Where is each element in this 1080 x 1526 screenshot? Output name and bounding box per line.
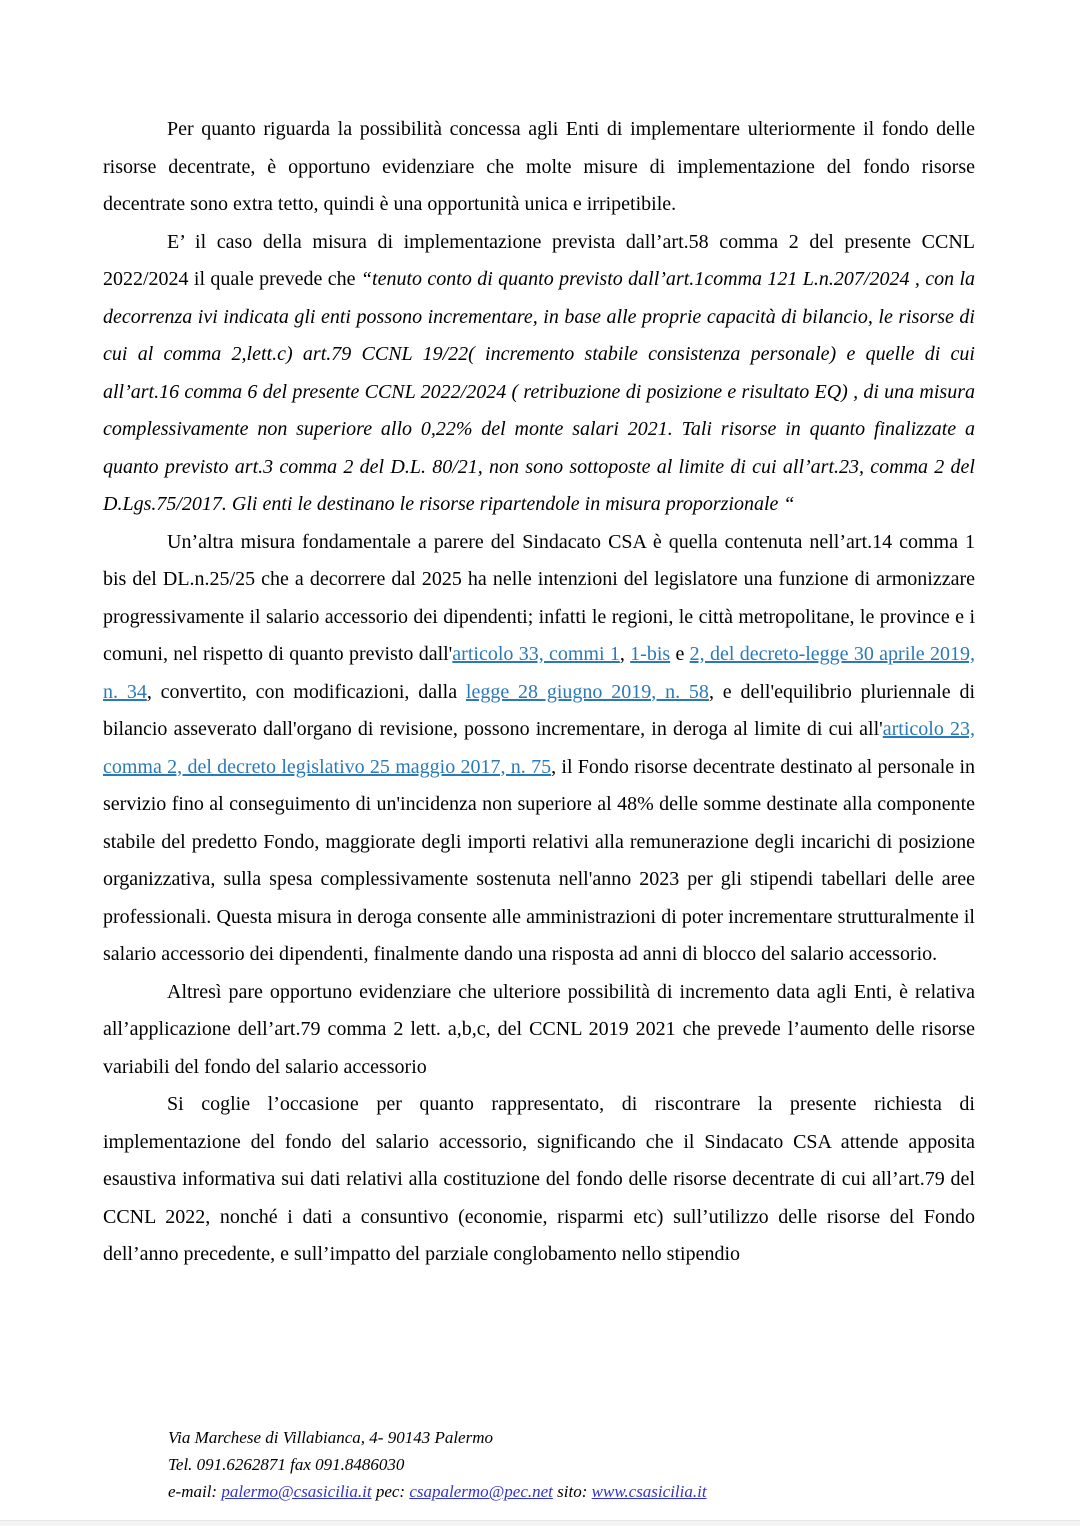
paragraph-art58-quote [103,224,975,524]
page-bottom-edge [0,1520,1080,1526]
paragraph-art14-run-5: , e dell'equilibrio pluriennale di bilancio asseverato dall'organo di revisione, possono incrementare, in deroga al limite di cui all' [103,680,976,740]
footer-email-link[interactable]: palermo@csasicilia.it [221,1482,372,1501]
paragraph-possibilita-enti-text: Per quanto riguarda la possibilità concessa agli Enti di implementare ulteriormente il fondo delle risorse decentrate, è opportuno evidenziare che molte misure di implementazione del fondo risorse decentrate sono extra tetto, quindi è una opportunità unica e irripetibile. [103,118,975,215]
link-legge-28-giugno-2019-n58[interactable]: legge 28 giugno 2019, n. 58 [465,680,709,703]
paragraph-art14-run-3: e [670,643,690,665]
footer-pec-link[interactable]: csapalermo@pec.net [409,1482,553,1501]
paragraph-possibilita-enti [103,111,975,224]
paragraph-art14-dl25 [103,524,975,974]
paragraph-altresi-art79 [103,974,975,1087]
footer-site-label: sito: [552,1482,592,1501]
paragraph-altresi-art79-text: Altresì pare opportuno evidenziare che ulteriore possibilità di incremento data agli Enti, è relativa all’applicazione dell’art.79 comma 2 lett. a,b,c, del CCNL 2019 2021 che prevede l’aumento delle risorse variabili del fondo del salario accessorio [103,980,975,1078]
link-articolo-33-commi-1[interactable]: articolo 33, commi 1 [452,643,620,665]
paragraph-art58-intro: E’ il caso della misura di implementazione prevista dall’art.58 comma 2 del presente CCNL 2022/2024 il quale prevede che [103,230,975,290]
paragraph-art14-run-1: Un’altra misura fondamentale a parere del Sindacato CSA è quella contenuta nell’art.14 comma 1 bis del DL.n.25/25 che a decorrere dal 2025 ha nelle intenzioni del legislatore una funzione di armonizzare progressivamente il salario accessorio dei dipendenti; infatti le regioni, le città metropolitane, le province e i comuni, nel rispetto di quanto previsto dall' [103,530,975,665]
footer-pec-label: pec: [371,1482,410,1501]
footer-contacts-line [168,1478,707,1505]
paragraph-art58-quoted-clause: “tenuto conto di quanto previsto dall’art.1comma 121 L.n.207/2024 , con la decorrenza ivi indicata gli enti possono incrementare, in base alle proprie capacità di bilancio, le risorse di cui al comma 2,lett.c) art.79 CCNL 19/22( incremento stabile consistenza personale) e quelle di cui all’art.16 comma 6 del presente CCNL 2022/2024 ( retribuzione di posizione e risultato EQ) , di una misura complessivamente non superiore allo 0,22% del monte salari 2021. Tali risorse in quanto finalizzate a quanto previsto art.3 comma 2 del D.L. 80/21, non sono sottoposte al limite di cui all’art.23, comma 2 del D.Lgs.75/2017. Gli enti le destinano le risorse ripartendole in misura proporzionale “ [103,268,975,515]
link-decreto-legge-30-aprile-2019-n34[interactable]: 2, del decreto-legge 30 aprile 2019, n. 34 [103,643,975,703]
footer-site-link[interactable]: www.csasicilia.it [591,1482,707,1501]
paragraph-art14-run-4: , convertito, con modificazioni, dalla [146,680,466,703]
footer-address-line: Via Marchese di Villabianca, 4- 90143 Palermo [168,1428,493,1447]
paragraph-conclusione-richiesta [103,1086,975,1274]
paragraph-art14-run-6: , il Fondo risorse decentrate destinato al personale in servizio fino al conseguimento di un'incidenza non superiore al 48% delle somme destinate alla componente stabile del predetto Fondo, maggiorate degli importi relativi alla remunerazione degli incarichi di posizione organizzativa, sulla spesa complessivamente sostenuta nell'anno 2023 per gli stipendi tabellari delle aree professionali. Questa misura in deroga consente alle amministrazioni di poter incrementare strutturalmente il salario accessorio dei dipendenti, finalmente dando una risposta ad anni di blocco del salario accessorio. [103,755,975,965]
letter-body [103,111,975,1274]
link-decreto-legislativo-25-maggio-2017-n75[interactable]: articolo 23, comma 2, del decreto legislativo 25 maggio 2017, n. 75 [103,718,975,778]
footer-email-label: e-mail: [168,1482,222,1501]
footer-phone-line: Tel. 091.6262871 fax 091.8486030 [168,1455,405,1474]
letterhead-footer [168,1424,707,1505]
link-1-bis[interactable]: 1-bis [630,643,671,665]
paragraph-art14-run-2: , [619,643,631,665]
paragraph-conclusione-richiesta-text: Si coglie l’occasione per quanto rappresentato, di riscontrare la presente richiesta di implementazione del fondo del salario accessorio, significando che il Sindacato CSA attende apposita esaustiva informativa sui dati relativi alla costituzione del fondo delle risorse decentrate di cui all’art.79 del CCNL 2022, nonché i dati a consuntivo (economie, risparmi etc) sull’utilizzo delle risorse del Fondo dell’anno precedente, e sull’impatto del parziale conglobamento nello stipendio [103,1093,975,1265]
